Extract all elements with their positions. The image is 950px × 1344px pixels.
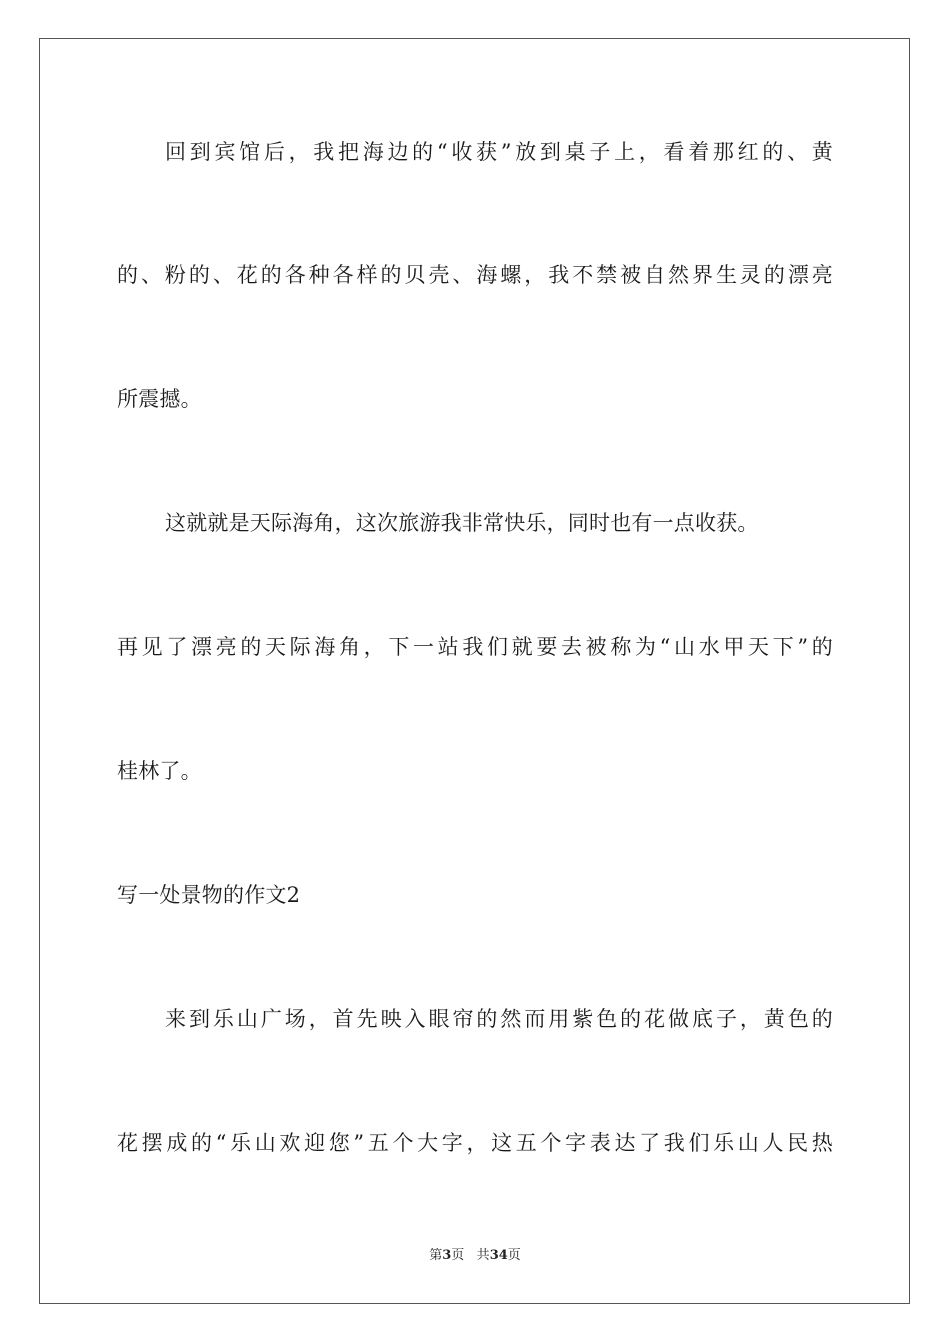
paragraph-line-4: 这就就是天际海角，这次旅游我非常快乐，同时也有一点收获。 (165, 511, 759, 535)
page-border (39, 38, 910, 1304)
page-footer (0, 1248, 950, 1264)
paragraph-line-5: 再见了漂亮的天际海角，下一站我们就要去被称为“山水甲天下”的 (117, 635, 833, 659)
footer-total-pages: 34 (489, 1248, 508, 1263)
footer-total-prefix: 共 (476, 1248, 490, 1263)
footer-page-prefix: 第 (429, 1248, 443, 1263)
paragraph-line-7: 来到乐山广场，首先映入眼帘的然而用紫色的花做底子，黄色的 (165, 1007, 833, 1031)
paragraph-line-2: 的、粉的、花的各种各样的贝壳、海螺，我不禁被自然界生灵的漂亮 (117, 263, 833, 287)
footer-total-suffix: 页 (507, 1248, 521, 1263)
paragraph-line-1: 回到宾馆后，我把海边的“收获”放到桌子上，看着那红的、黄 (165, 140, 833, 164)
footer-page-suffix: 页 (451, 1248, 465, 1263)
paragraph-line-8: 花摆成的“乐山欢迎您”五个大字，这五个字表达了我们乐山人民热 (117, 1131, 833, 1155)
paragraph-line-6: 桂林了。 (117, 759, 202, 783)
section-heading: 写一处景物的作文2 (117, 883, 301, 907)
footer-page-number: 3 (442, 1248, 452, 1263)
paragraph-line-3: 所震撼。 (117, 387, 202, 411)
